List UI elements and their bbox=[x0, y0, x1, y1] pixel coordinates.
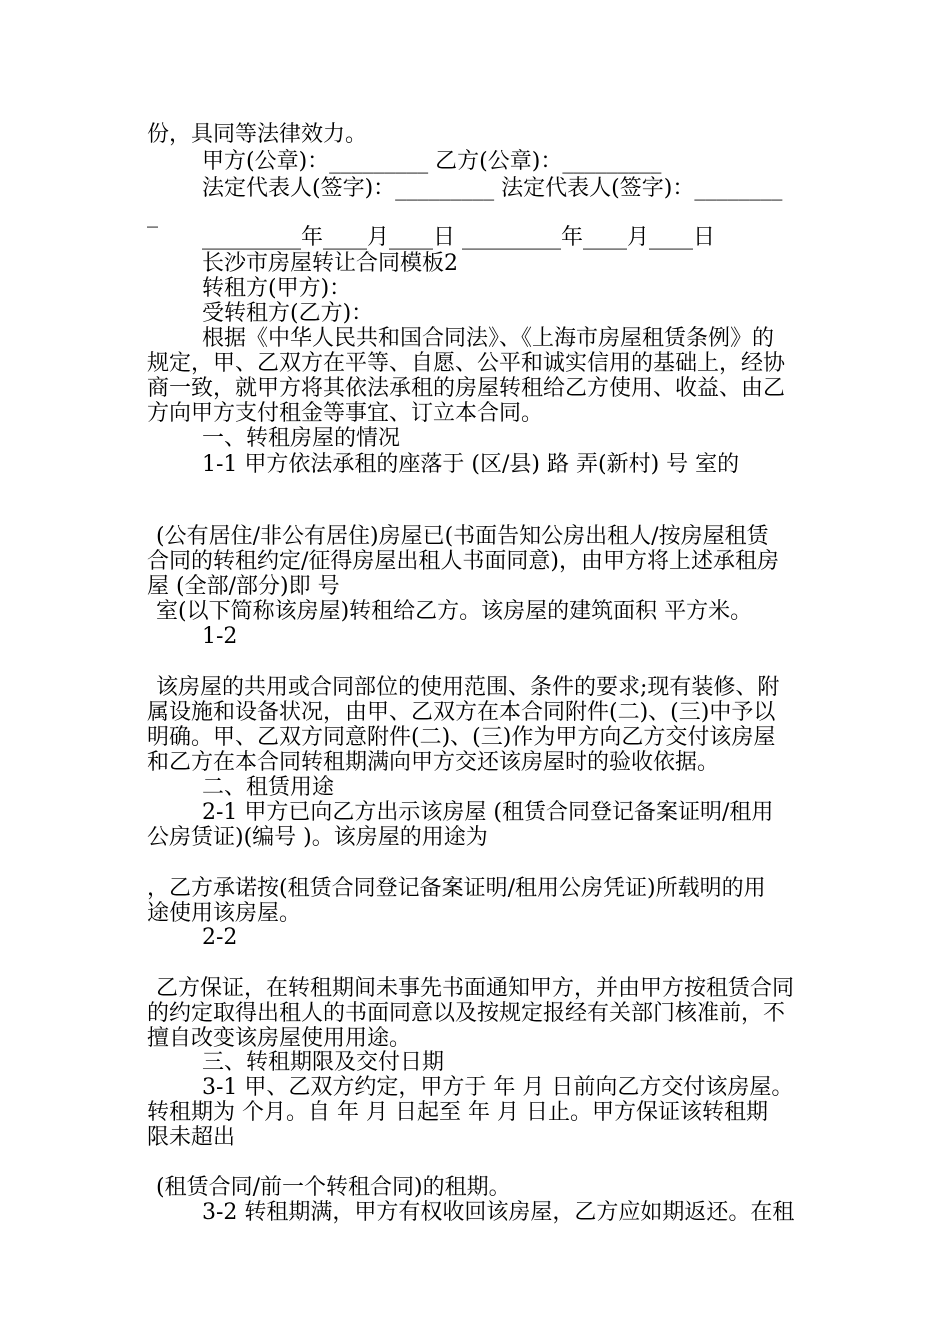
text-line: 规定，甲、乙双方在平等、自愿、公平和诚实信用的基础上，经协 bbox=[147, 351, 786, 376]
clause-line: 1-1 甲方依法承租的座落于 (区/县) 路 弄(新村) 号 室的 bbox=[202, 452, 740, 477]
text-line: 乙方保证，在转租期间未事先书面通知甲方，并由甲方按租赁合同 bbox=[156, 976, 795, 1001]
text-line: 屋 (全部/部分)即 号 bbox=[147, 574, 340, 599]
text-line: _ bbox=[147, 203, 158, 228]
text-line: 转租期为 个月。自 年 月 日起至 年 月 日止。甲方保证该转租期 bbox=[147, 1100, 768, 1125]
text-line: 室(以下简称该房屋)转租给乙方。该房屋的建筑面积 平方米。 bbox=[156, 599, 753, 624]
section-heading: 二、租赁用途 bbox=[202, 775, 335, 800]
text-line: (租赁合同/前一个转租合同)的租期。 bbox=[156, 1175, 511, 1200]
section-heading: 三、转租期限及交付日期 bbox=[202, 1050, 445, 1075]
party-b-line: 受转租方(乙方)： bbox=[202, 301, 374, 326]
text-line: 明确。甲、乙双方同意附件(二)、(三)作为甲方向乙方交付该房屋 bbox=[147, 725, 776, 750]
signature-line-seal: 甲方(公章)：_________ 乙方(公章)：_________ bbox=[202, 149, 662, 174]
signature-line-representative: 法定代表人(签字)：_________ 法定代表人(签字)：________ bbox=[202, 176, 783, 201]
document-title: 长沙市房屋转让合同模板2 bbox=[202, 251, 458, 276]
date-line: _________年____月____日 _________年____月____日 bbox=[202, 225, 715, 250]
text-line: 根据《中华人民共和国合同法》、《上海市房屋租赁条例》的 bbox=[202, 326, 775, 351]
party-a-line: 转租方(甲方)： bbox=[202, 276, 352, 301]
text-line: (公有居住/非公有居住)房屋已(书面告知公房出租人/按房屋租赁 bbox=[156, 524, 769, 549]
clause-line: 3-1 甲、乙双方约定，甲方于 年 月 日前向乙方交付该房屋。 bbox=[202, 1075, 794, 1100]
text-line: 属设施和设备状况，由甲、乙双方在本合同附件(二)、(三)中予以 bbox=[147, 700, 776, 725]
text-line: 公房赁证)(编号 )。该房屋的用途为 bbox=[147, 825, 488, 850]
clause-line: 2-1 甲方已向乙方出示该房屋 (租赁合同登记备案证明/租用 bbox=[202, 800, 774, 825]
clause-number: 2-2 bbox=[202, 925, 238, 950]
text-line: 限未超出 bbox=[147, 1125, 236, 1150]
text-line: ，乙方承诺按(租赁合同登记备案证明/租用公房凭证)所载明的用 bbox=[147, 876, 766, 901]
text-line: 擅自改变该房屋使用用途。 bbox=[147, 1026, 412, 1051]
text-line: 商一致，就甲方将其依法承租的房屋转租给乙方使用、收益、由乙 bbox=[147, 376, 786, 401]
text-line: 和乙方在本合同转租期满向甲方交还该房屋时的验收依据。 bbox=[147, 750, 720, 775]
section-heading: 一、转租房屋的情况 bbox=[202, 426, 401, 451]
text-line: 途使用该房屋。 bbox=[147, 901, 302, 926]
clause-line: 3-2 转租期满，甲方有权收回该房屋，乙方应如期返还。在租 bbox=[202, 1200, 795, 1225]
text-line: 方向甲方支付租金等事宜、订立本合同。 bbox=[147, 401, 544, 426]
text-line: 合同的转租约定/征得房屋出租人书面同意)，由甲方将上述承租房 bbox=[147, 549, 779, 574]
clause-number: 1-2 bbox=[202, 624, 238, 649]
text-line: 的约定取得出租人的书面同意以及按规定报经有关部门核准前，不 bbox=[147, 1001, 786, 1026]
text-line: 份，具同等法律效力。 bbox=[147, 122, 368, 147]
text-line: 该房屋的共用或合同部位的使用范围、条件的要求;现有装修、附 bbox=[156, 675, 780, 700]
